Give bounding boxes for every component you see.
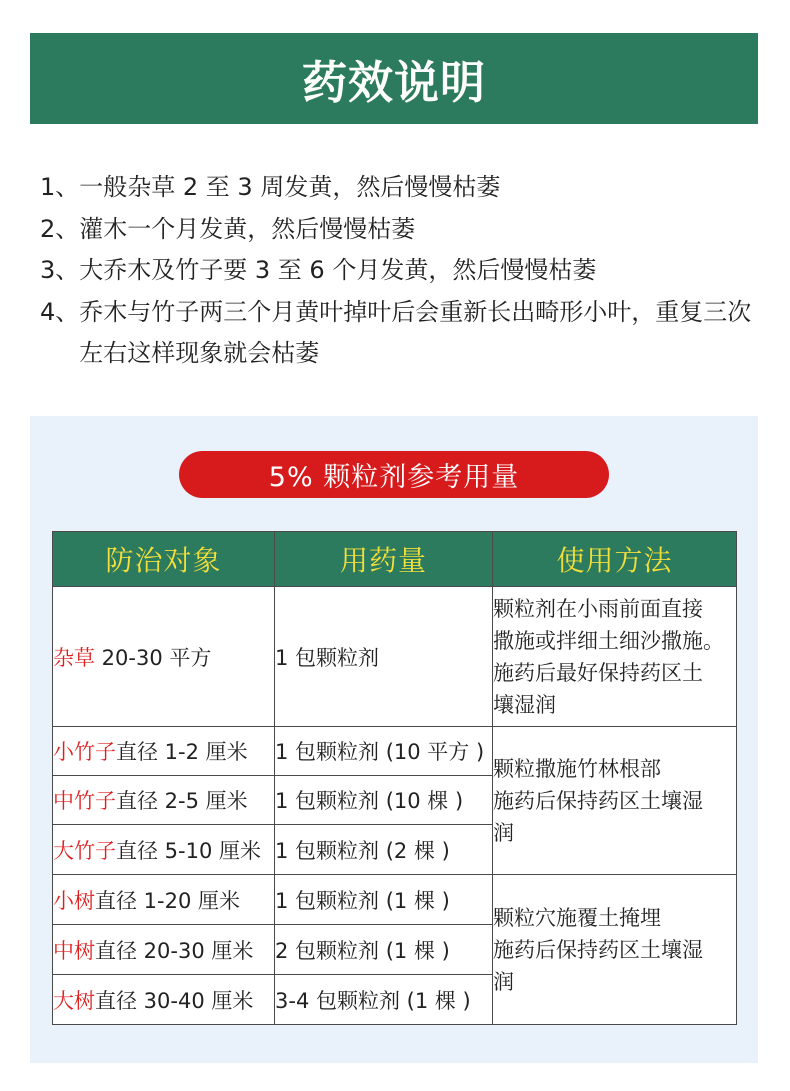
method-line: 润 (493, 820, 514, 845)
dosage-table (52, 531, 737, 1025)
method-line: 施药后保持药区土壤湿 (493, 788, 703, 813)
table-row (53, 727, 737, 776)
col-header-target: 防治对象 (53, 532, 275, 587)
method-cell (493, 727, 737, 875)
dosage-badge: 5% 颗粒剂参考用量 (179, 451, 609, 498)
method-cell (493, 587, 737, 727)
target-cell (53, 925, 275, 975)
target-name: 杂草 (53, 645, 95, 670)
target-size: 直径 1-20 厘米 (95, 888, 241, 913)
title-bar (30, 33, 758, 124)
target-cell (53, 975, 275, 1025)
method-line: 壤湿润 (493, 692, 556, 717)
list-item-text (79, 209, 415, 251)
target-cell (53, 727, 275, 776)
target-name: 中树 (53, 938, 95, 963)
list-item-number: 3、 (40, 256, 80, 284)
list-item-text (79, 250, 596, 292)
target-name: 大树 (53, 988, 95, 1013)
target-cell (53, 587, 275, 727)
dosage-panel (30, 416, 758, 1063)
list-item-line: 乔木与竹子两三个月黄叶掉叶后会重新长出畸形小叶，重复三次 (79, 297, 752, 326)
method-line: 撒施或拌细土细沙撒施。 (493, 628, 724, 653)
target-cell (53, 776, 275, 825)
col-header-method: 使用方法 (493, 532, 737, 587)
amount-cell: 1 包颗粒剂 (10 平方 ) (275, 727, 493, 776)
target-size: 直径 30-40 厘米 (95, 988, 254, 1013)
list-item (40, 209, 770, 251)
target-size: 直径 1-2 厘米 (116, 740, 248, 764)
amount-cell: 2 包颗粒剂 (1 棵 ) (275, 925, 493, 975)
amount-cell: 1 包颗粒剂 (2 棵 ) (275, 825, 493, 875)
method-line: 施药后保持药区土壤湿 (493, 937, 703, 962)
list-item-text (79, 292, 751, 375)
list-item (40, 167, 770, 209)
list-item (40, 250, 770, 292)
target-name: 小竹子 (53, 740, 116, 764)
amount-cell: 3-4 包颗粒剂 (1 棵 ) (275, 975, 493, 1025)
target-name: 大竹子 (53, 838, 116, 863)
method-cell (493, 875, 737, 1025)
list-item-number: 1、 (40, 173, 80, 201)
list-item-text (79, 167, 500, 209)
target-size: 直径 20-30 厘米 (95, 938, 254, 963)
table-row (53, 875, 737, 925)
table-header-row (53, 532, 737, 587)
list-item-line: 灌木一个月发黄，然后慢慢枯萎 (79, 214, 416, 243)
method-line: 润 (493, 969, 514, 994)
list-item-line: 一般杂草 2 至 3 周发黄，然后慢慢枯萎 (79, 173, 501, 201)
table-row (53, 587, 737, 727)
target-name: 中竹子 (53, 789, 116, 813)
amount-cell: 1 包颗粒剂 (10 棵 ) (275, 776, 493, 825)
amount-cell: 1 包颗粒剂 (275, 587, 493, 727)
method-line: 颗粒剂在小雨前面直接 (493, 596, 703, 621)
page-title: 药效说明 (301, 56, 486, 109)
method-line: 颗粒撒施竹林根部 (493, 756, 661, 781)
list-item-line: 左右这样现象就会枯萎 (79, 339, 320, 367)
list-item-number: 2、 (40, 214, 80, 243)
target-name: 小树 (53, 888, 95, 913)
col-header-amount: 用药量 (275, 532, 493, 587)
target-size: 直径 2-5 厘米 (116, 789, 248, 813)
list-item (40, 292, 770, 375)
target-size: 20-30 平方 (95, 645, 212, 670)
target-size: 直径 5-10 厘米 (116, 838, 262, 863)
target-cell (53, 875, 275, 925)
list-item-number: 4、 (40, 297, 80, 326)
effects-list (40, 167, 770, 375)
list-item-line: 大乔木及竹子要 3 至 6 个月发黄，然后慢慢枯萎 (79, 256, 597, 284)
amount-cell: 1 包颗粒剂 (1 棵 ) (275, 875, 493, 925)
target-cell (53, 825, 275, 875)
method-line: 施药后最好保持药区土 (493, 660, 703, 685)
method-line: 颗粒穴施覆土掩埋 (493, 905, 661, 930)
